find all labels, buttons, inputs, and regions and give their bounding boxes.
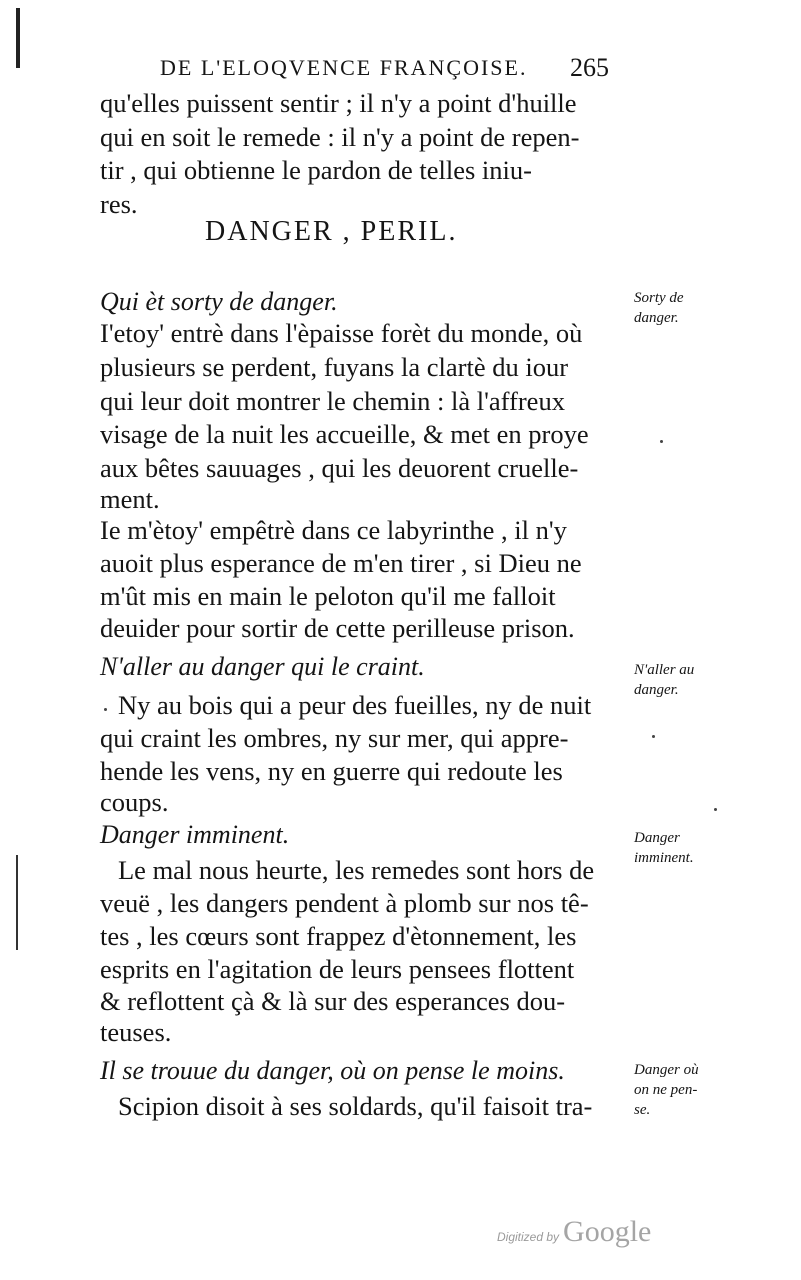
text-line: qu'elles puissent sentir ; il n'y a point d'huille xyxy=(100,88,577,118)
text-line: coups. xyxy=(100,787,169,817)
text-line: deuider pour sortir de cette perilleuse prison. xyxy=(100,613,575,643)
margin-note xyxy=(634,828,694,868)
scan-speck xyxy=(660,440,663,443)
running-head: DE L'ELOQVENCE FRANÇOISE. xyxy=(160,55,528,80)
scan-speck xyxy=(104,708,107,711)
text-line: veuë , les dangers pendent à plomb sur nos tê- xyxy=(100,888,589,918)
subheading: Qui èt sorty de danger. xyxy=(100,287,338,316)
gutter-mark-lower xyxy=(16,855,18,950)
margin-note xyxy=(634,288,684,328)
margin-note-line: on ne pen- xyxy=(634,1082,698,1098)
text-line: visage de la nuit les accueille, & met en proye xyxy=(100,419,589,449)
margin-note-line: imminent. xyxy=(634,850,694,866)
text-line: aux bêtes sauuages , qui les deuorent cruelle- xyxy=(100,453,579,483)
digitized-by-google-watermark xyxy=(497,1215,651,1249)
text-line: Scipion disoit à ses soldards, qu'il faisoit tra- xyxy=(118,1091,593,1121)
scan-speck xyxy=(652,735,655,738)
subheading: N'aller au danger qui le craint. xyxy=(100,652,425,681)
margin-note-line: danger. xyxy=(634,310,679,326)
text-line: esprits en l'agitation de leurs pensees flottent xyxy=(100,954,575,984)
text-line: m'ût mis en main le peloton qu'il me falloit xyxy=(100,581,556,611)
text-line: qui en soit le remede : il n'y a point de repen- xyxy=(100,122,580,152)
subheading: Il se trouue du danger, où on pense le moins. xyxy=(100,1056,565,1085)
text-line: Ny au bois qui a peur des fueilles, ny de nuit xyxy=(118,690,592,720)
margin-note-line: se. xyxy=(634,1102,651,1118)
text-line: I'etoy' entrè dans l'èpaisse forèt du monde, où xyxy=(100,318,583,348)
margin-note-line: Danger xyxy=(634,830,680,846)
page-number: 265 xyxy=(570,53,609,82)
text-line: qui leur doit montrer le chemin : là l'affreux xyxy=(100,386,565,416)
margin-note xyxy=(634,660,694,700)
margin-note-line: danger. xyxy=(634,682,679,698)
text-line: auoit plus esperance de m'en tirer , si Dieu ne xyxy=(100,548,582,578)
text-line: ment. xyxy=(100,484,160,514)
margin-note-line: Sorty de xyxy=(634,290,684,306)
text-line: res. xyxy=(100,189,138,219)
scan-speck xyxy=(714,808,717,811)
text-line: teuses. xyxy=(100,1017,172,1047)
gutter-mark xyxy=(16,8,20,68)
text-line: hende les vens, ny en guerre qui redoute les xyxy=(100,756,563,786)
margin-note xyxy=(634,1060,699,1120)
margin-note-line: N'aller au xyxy=(634,662,695,678)
section-heading: DANGER , PERIL. xyxy=(205,216,458,247)
text-line: tir , qui obtienne le pardon de telles iniu- xyxy=(100,155,532,185)
text-line: & reflottent çà & là sur des esperances dou- xyxy=(100,986,566,1016)
text-line: tes , les cœurs sont frappez d'ètonnement, les xyxy=(100,921,577,951)
google-logo: Google xyxy=(563,1215,652,1248)
subheading: Danger imminent. xyxy=(100,820,290,849)
text-line: qui craint les ombres, ny sur mer, qui appre- xyxy=(100,723,569,753)
margin-note-line: Danger où xyxy=(634,1062,699,1078)
text-line: Ie m'ètoy' empêtrè dans ce labyrinthe , il n'y xyxy=(100,515,567,545)
text-line: plusieurs se perdent, fuyans la clartè du iour xyxy=(100,352,569,382)
text-line: Le mal nous heurte, les remedes sont hors de xyxy=(118,855,595,885)
watermark-prefix: Digitized by xyxy=(497,1230,560,1244)
